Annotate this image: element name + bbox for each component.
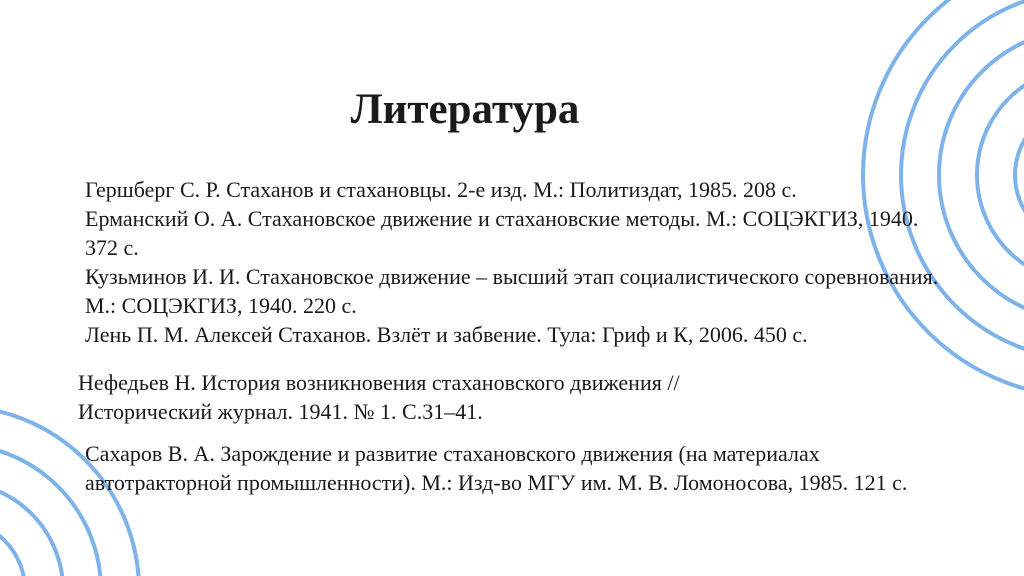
decor-arc-bottom-left-2 <box>0 482 63 576</box>
decor-arc-top-right-2 <box>977 67 1024 283</box>
reference-item: Лень П. М. Алексей Стаханов. Взлёт и забвение. Тула: Гриф и К, 2006. 450 с. <box>85 322 808 347</box>
decor-arc-top-right-3 <box>939 29 1024 321</box>
reference-item: Сахаров В. А. Зарождение и развитие стахановского движения (на материалах автотракторной промышленности). М.: Изд-во МГУ им. М. В. Ломоносова, 1985. 121 с. <box>85 441 908 495</box>
references-group-3 <box>85 439 925 497</box>
decor-arc-top-right-1 <box>1015 105 1024 245</box>
references-group-1 <box>85 175 945 349</box>
decor-arc-bottom-left-1 <box>0 520 25 576</box>
references-group-2 <box>78 368 798 426</box>
reference-item: Ерманский О. А. Стахановское движение и стахановские методы. М.: СОЦЭКГИЗ, 1940. 372 с. <box>85 206 919 260</box>
slide-title: Литература <box>350 86 580 133</box>
reference-item: Гершберг С. Р. Стаханов и стахановцы. 2-е изд. М.: Политиздат, 1985. 208 с. <box>85 177 797 202</box>
reference-item: Кузьминов И. И. Стахановское движение – высший этап социалистического соревнования. М.: СОЦЭКГИЗ, 1940. 220 с. <box>85 264 939 318</box>
reference-item: Нефедьев Н. История возникновения стахановского движения // Исторический журнал. 1941. № 1. С.31–41. <box>78 370 680 424</box>
